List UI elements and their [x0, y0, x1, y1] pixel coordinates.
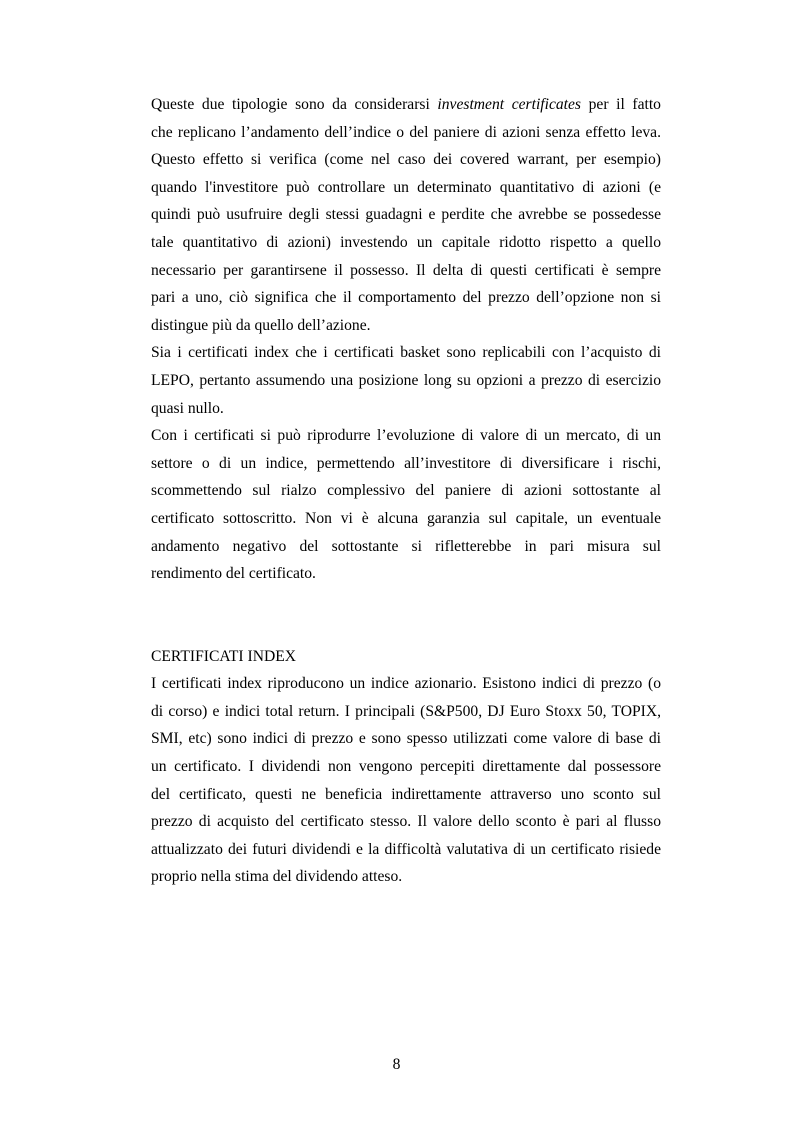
text-line: tale quantitativo di azioni) investendo un capitale ridotto rispetto a quello	[151, 233, 661, 251]
text-line: necessario per garantirsene il possesso. Il delta di questi certificati è sempre	[151, 261, 661, 279]
text-line: distingue più da quello dell’azione.	[151, 316, 371, 334]
text-line: SMI, etc) sono indici di prezzo e sono spesso utilizzati come valore di base di	[151, 730, 661, 748]
text-line: Con i certificati si può riprodurre l’evoluzione di valore di un mercato, di un	[151, 427, 661, 445]
text-line: quindi può usufruire degli stessi guadagni e perdite che avrebbe se possedesse	[151, 206, 661, 224]
text-line: settore o di un indice, permettendo all’investitore di diversificare i rischi,	[151, 454, 661, 472]
text-line: pari a uno, ciò significa che il comportamento del prezzo dell’opzione non si	[151, 289, 661, 307]
paragraph-index-certificates	[151, 670, 661, 891]
italic-term: investment certificates	[437, 96, 581, 113]
page-content	[151, 91, 661, 891]
page-number: 8	[392, 1056, 401, 1073]
text-line: Sia i certificati index che i certificati basket sono replicabili con l’acquisto di	[151, 344, 661, 362]
text-line: I certificati index riproducono un indice azionario. Esistono indici di prezzo (o	[151, 675, 661, 693]
text-line: attualizzato dei futuri dividendi e la difficoltà valutativa di un certificato risiede	[151, 840, 661, 858]
section-heading: CERTIFICATI INDEX	[151, 647, 297, 665]
text-line: LEPO, pertanto assumendo una posizione long su opzioni a prezzo di esercizio	[151, 371, 661, 389]
text-line: proprio nella stima del dividendo atteso.	[151, 868, 403, 886]
text-line: andamento negativo del sottostante si rifletterebbe in pari misura sul	[151, 537, 661, 555]
text-segment: Queste due tipologie sono da considerarsi	[151, 96, 438, 113]
text-line: scommettendo sul rialzo complessivo del paniere di azioni sottostante al	[151, 482, 661, 500]
paragraph-investment-certificates	[151, 91, 661, 339]
text-line: che replicano l’andamento dell’indice o del paniere di azioni senza effetto leva.	[151, 123, 661, 141]
text-line	[151, 91, 661, 119]
section-spacer	[151, 588, 661, 643]
text-line: certificato sottoscritto. Non vi è alcuna garanzia sul capitale, un eventuale	[151, 509, 661, 527]
text-line: quasi nullo.	[151, 399, 224, 417]
text-segment: per il fatto	[581, 96, 661, 113]
text-line: Questo effetto si verifica (come nel caso dei covered warrant, per esempio)	[151, 151, 661, 169]
text-line: del certificato, questi ne beneficia indirettamente attraverso uno sconto sul	[151, 785, 661, 803]
paragraph-lepo-replication	[151, 339, 661, 422]
text-line: rendimento del certificato.	[151, 565, 316, 583]
paragraph-market-evolution	[151, 422, 661, 588]
text-line: quando l'investitore può controllare un determinato quantitativo di azioni (e	[151, 178, 661, 196]
text-line: di corso) e indici total return. I principali (S&P500, DJ Euro Stoxx 50, TOPIX,	[151, 702, 661, 720]
text-line: un certificato. I dividendi non vengono percepiti direttamente dal possessore	[151, 758, 661, 776]
text-line: prezzo di acquisto del certificato stesso. Il valore dello sconto è pari al flusso	[151, 813, 661, 831]
